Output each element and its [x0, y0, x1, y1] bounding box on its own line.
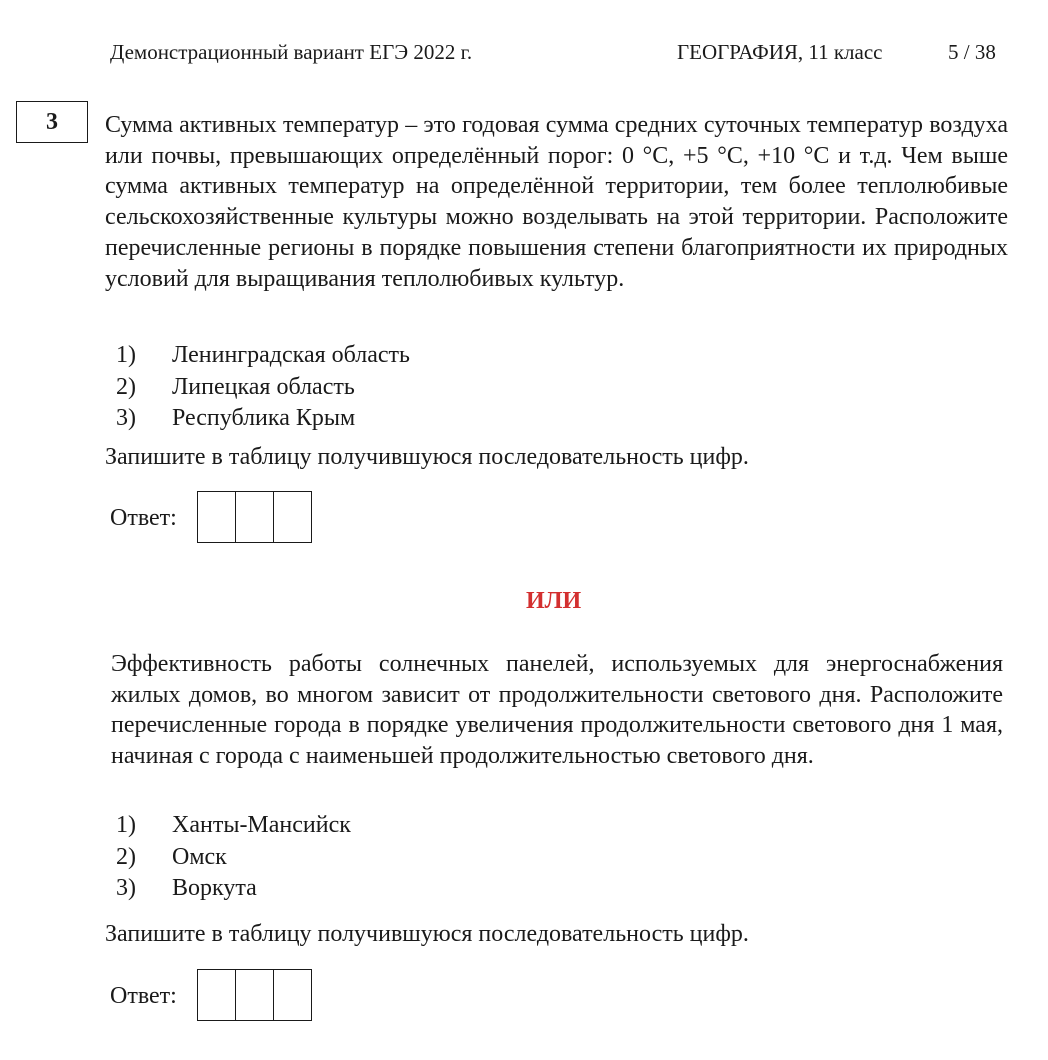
option-number: 1) [116, 342, 136, 368]
answer-cell[interactable] [274, 492, 312, 543]
document-header-title: Демонстрационный вариант ЕГЭ 2022 г. [110, 40, 473, 64]
task-variant1-instruction: Запишите в таблицу получившуюся последовательность цифр. [105, 444, 749, 470]
answer-grid-variant1 [197, 491, 312, 543]
option-text: Воркута [172, 875, 257, 901]
document-header-subject: ГЕОГРАФИЯ, 11 класс [677, 40, 883, 64]
option-text: Липецкая область [172, 373, 355, 400]
option-number: 2) [116, 843, 136, 870]
option-text: Ханты-Мансийск [172, 812, 351, 838]
answer-label: Ответ: [110, 983, 177, 1009]
answer-cell[interactable] [236, 970, 274, 1021]
answer-cell[interactable] [236, 492, 274, 543]
task-variant2-text: Эффективность работы солнечных панелей, используемых для энергоснабжения жилых домов, во многом зависит от продолжительности светового дня. Расположите перечисленные города в порядке увеличения продолжительности светового дня 1 мая, начиная с города с наименьшей продолжительностью светового дня. [111, 651, 1003, 770]
answer-grid-variant2 [197, 969, 312, 1021]
task-variant2-instruction: Запишите в таблицу получившуюся последовательность цифр. [105, 921, 749, 947]
task-variant1-text: Сумма активных температур – это годовая сумма средних суточных температур воздуха или почвы, превышающих определённый порог: 0 °C, +5 °C, +10 °C и т.д. Чем выше сумма активных температур на определённой территории, тем более теплолюбивые сельскохозяйственные культуры можно возделывать на этой территории. Расположите перечисленные регионы в порядке повышения степени благоприятности их природных условий для выращивания теплолюбивых культур. [105, 112, 1008, 292]
answer-cell[interactable] [198, 970, 236, 1021]
option-number: 3) [116, 875, 136, 901]
option-number: 2) [116, 373, 136, 400]
option-text: Ленинградская область [172, 342, 410, 368]
task-number: 3 [46, 108, 58, 135]
answer-label: Ответ: [110, 505, 177, 531]
or-separator: ИЛИ [526, 588, 582, 614]
option-number: 3) [116, 405, 136, 431]
page-number: 5 / 38 [948, 40, 996, 64]
option-text: Омск [172, 843, 227, 870]
option-number: 1) [116, 812, 136, 838]
option-text: Республика Крым [172, 405, 356, 431]
answer-cell[interactable] [198, 492, 236, 543]
task-number-box [16, 101, 88, 143]
answer-cell[interactable] [274, 970, 312, 1021]
